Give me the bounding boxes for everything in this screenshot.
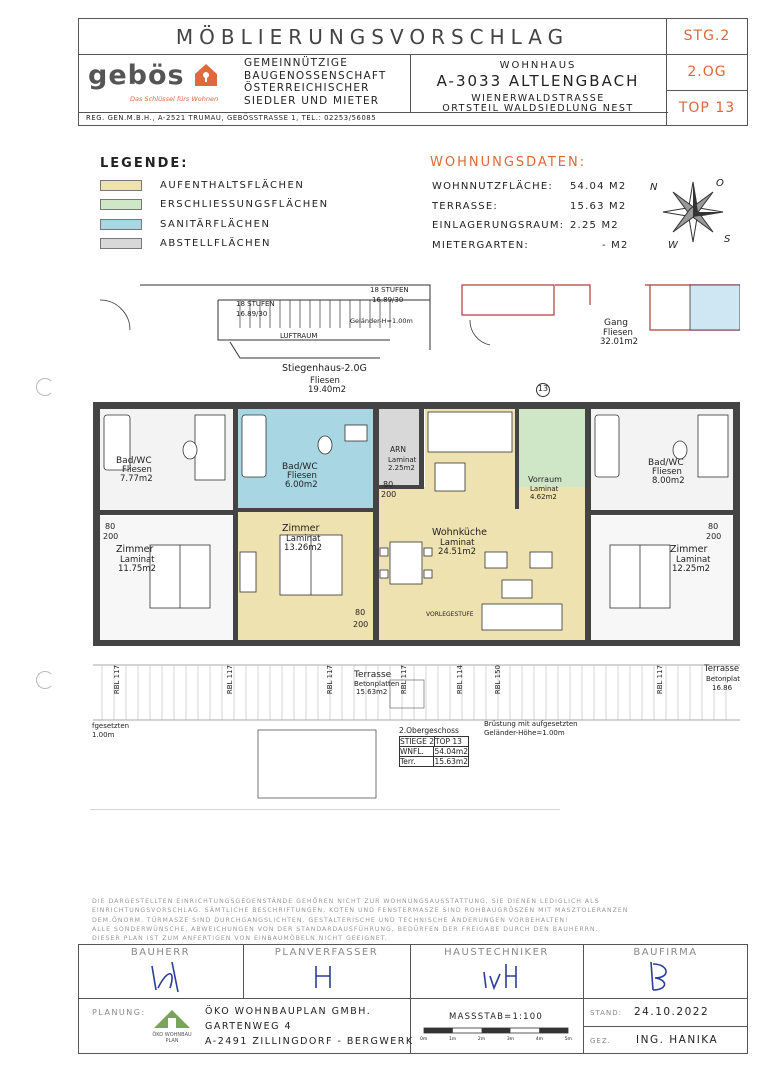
- info-cell: Terr.: [400, 757, 434, 766]
- room-name: Zimmer: [116, 544, 154, 555]
- stufen-label: 18 STUFEN: [370, 286, 409, 294]
- room-area: 24.51m2: [438, 547, 477, 557]
- floor-material: Laminat: [120, 555, 155, 565]
- top-tag: TOP 13: [678, 100, 736, 116]
- legend-item: ERSCHLIESSUNGSFLÄCHEN: [160, 199, 329, 210]
- baufirma-signature: [645, 958, 675, 994]
- data-value: 2.25 M2: [570, 220, 619, 231]
- stiegenhaus-label: Stiegenhaus-2.0G: [282, 363, 367, 374]
- planung-company: ÖKO WOHNBAUPLAN GMBH.: [205, 1006, 372, 1017]
- stufen-label: 18 STUFEN: [236, 300, 275, 308]
- info-cell: TOP 13: [435, 737, 462, 746]
- room-area: 15.63m2: [356, 688, 388, 696]
- baufirma-label: BAUFIRMA: [633, 947, 698, 958]
- door-width: 80: [355, 608, 366, 617]
- stand-label: STAND:: [590, 1009, 622, 1017]
- rbl-label: RBL 117: [656, 665, 664, 695]
- floor-material: Fliesen: [122, 465, 152, 475]
- room-area: 4.62m2: [530, 493, 557, 501]
- company-name: GEMEINNÜTZIGE BAUGENOSSENSCHAFT ÖSTERREICHISCHER SIEDLER UND MIETER: [244, 57, 387, 107]
- oeko-logo-text: ÖKO WOHNBAU PLAN: [152, 1032, 192, 1044]
- door-height: 200: [103, 532, 119, 541]
- punch-hole: [36, 671, 54, 689]
- project-type: WOHNHAUS: [499, 60, 577, 71]
- stufen-dim: 16.89/30: [236, 310, 268, 318]
- floor-material: Fliesen: [652, 467, 682, 477]
- project-location: A-3033 ALTLENGBACH: [436, 72, 640, 90]
- plan-title: MÖBLIERUNGSVORSCHLAG: [175, 25, 570, 49]
- room-area: 13.26m2: [284, 543, 323, 553]
- data-value: - M2: [602, 240, 629, 251]
- info-table-title: 2.Obergeschoss: [399, 726, 469, 737]
- stiege-tag: STG.2: [683, 28, 731, 44]
- data-value: 15.63 M2: [570, 201, 627, 212]
- room-name: ARN: [390, 445, 406, 454]
- room-area: 8.00m2: [652, 476, 685, 486]
- bruestung-height: Geländer-Höhe=1.00m: [484, 729, 565, 737]
- legend-title: LEGENDE:: [100, 156, 189, 171]
- info-cell: 15.63m2: [434, 757, 468, 766]
- legend-item: ABSTELLFLÄCHEN: [160, 238, 271, 249]
- rbl-label: RBL 114: [456, 665, 464, 695]
- floor-material: Fliesen: [287, 471, 317, 481]
- company-address: REG. GEN.M.B.H., A-2521 TRUMAU, GEBÖSSTRASSE 1, TEL.: 02253/56085: [86, 114, 377, 122]
- legend-item: SANITÄRFLÄCHEN: [160, 219, 271, 230]
- floor-material: Laminat: [676, 555, 711, 565]
- gebos-slogan: Das Schlüssel fürs Wohnen: [130, 95, 219, 103]
- room-name: Vorraum: [528, 475, 562, 484]
- gesetzten-label: fgesetzten: [92, 722, 130, 730]
- floor-material: Fliesen: [603, 328, 633, 338]
- scale-bar: [420, 1026, 572, 1036]
- project-street: WIENERWALDSTRASSE: [471, 93, 605, 104]
- floor-material: Fliesen: [310, 376, 340, 386]
- door-width: 80: [708, 522, 719, 531]
- gez-value: ING. HANIKA: [636, 1034, 719, 1046]
- room-area: 19.40m2: [308, 385, 347, 395]
- gelaender-label: Geländer-H=1.00m: [350, 317, 413, 325]
- house-key-icon: [193, 62, 219, 88]
- punch-hole: [36, 378, 54, 396]
- rbl-label: RBL 117: [326, 665, 334, 695]
- data-label: EINLAGERUNGSRAUM:: [432, 220, 565, 231]
- info-cell: WNFL.: [400, 747, 434, 756]
- bruestung-label: Brüstung mit aufgesetzten: [484, 720, 578, 728]
- project-district: ORTSTEIL WALDSIEDLUNG NEST: [442, 103, 634, 114]
- gebos-logo: gebös: [88, 60, 185, 91]
- room-area: 32.01m2: [600, 337, 639, 347]
- planung-label: PLANUNG:: [92, 1008, 146, 1017]
- door-height: 200: [706, 532, 722, 541]
- geschoss-tag: 2.OG: [687, 64, 727, 80]
- planung-street: GARTENWEG 4: [205, 1021, 293, 1032]
- room-area: 2.25m2: [388, 464, 415, 472]
- compass-s: S: [724, 234, 731, 245]
- planverfasser-signature: [310, 962, 340, 992]
- rbl-label: RBL 117: [113, 665, 121, 695]
- info-table: [399, 726, 469, 767]
- floor-material: Laminat: [530, 485, 559, 493]
- compass-w: W: [668, 240, 678, 251]
- floor-material: Laminat: [440, 538, 475, 548]
- legend-swatch-sanitaer: [100, 219, 142, 230]
- floor-material: Betonplat: [706, 675, 740, 683]
- gez-label: GEZ.: [590, 1037, 611, 1045]
- compass-o: O: [716, 178, 724, 189]
- terrasse-label: Terrasse: [704, 664, 740, 674]
- legend-swatch-aufenthalt: [100, 180, 142, 191]
- massstab-label: MASSSTAB=1:100: [449, 1012, 543, 1022]
- wohnungsdaten-title: WOHNUNGSDATEN:: [430, 155, 587, 170]
- floor-material: Laminat: [286, 534, 321, 544]
- door-height: 200: [353, 620, 369, 629]
- legend-swatch-abstell: [100, 238, 142, 249]
- legend-item: AUFENTHALTSFLÄCHEN: [160, 180, 305, 191]
- planverfasser-label: PLANVERFASSER: [274, 947, 379, 958]
- room-name: Wohnküche: [432, 527, 488, 538]
- compass-n: N: [650, 182, 658, 193]
- room-area: 6.00m2: [285, 480, 318, 490]
- planung-city: A-2491 ZILLINGDORF - BERGWERK: [205, 1036, 414, 1047]
- door-width: 80: [105, 522, 116, 531]
- gang-label: Gang: [604, 318, 628, 328]
- room-name: Bad/WC: [116, 456, 152, 466]
- data-label: TERRASSE:: [432, 201, 498, 212]
- oeko-logo-icon: [150, 1002, 194, 1032]
- room-name: Zimmer: [282, 523, 320, 534]
- data-label: MIETERGARTEN:: [432, 240, 529, 251]
- legend-swatch-erschliessung: [100, 199, 142, 210]
- door-number: 13: [536, 383, 550, 397]
- bauherr-label: BAUHERR: [130, 947, 191, 958]
- haustechniker-label: HAUSTECHNIKER: [444, 947, 549, 958]
- bauherr-signature: [140, 958, 190, 996]
- room-area: 11.75m2: [118, 564, 157, 574]
- room-area: 7.77m2: [120, 474, 153, 484]
- room-name: Zimmer: [670, 544, 708, 555]
- data-label: WOHNNUTZFLÄCHE:: [432, 181, 553, 192]
- floor-material: Betonplatten: [354, 680, 400, 688]
- info-cell: STIEGE 2: [400, 737, 434, 746]
- rbl-label: RBL 117: [400, 665, 408, 695]
- door-height: 200: [381, 490, 397, 499]
- disclaimer: DIE DARGESTELLTEN EINRICHTUNGSGEGENSTÄNDE GEHÖREN NICHT ZUR WOHNUNGSAUSSTATTUNG, SIE DIENEN LEDIGLICH ALS EINRICHTUNGSVORSCHLAG. SÄMTLICHE BESCHRIFTUNGEN, KOTEN UND FENSTERMASZE SIND ROHBAUGRÖSZEN MIT MASZTOLERANZEN DEM.ÖNORM. TÜRMASZE SIND DURCHGANGSLICHTEN. GESTALTERISCHE UND TECHNISCHE ÄNDERUNGEN VORBEHALTEN! ALLE SONDERWÜNSCHE, ABWEICHUNGEN VON DER STANDARDAUSFÜHRUNG, BEDÜRFEN DER FREIGABE DURCH DEN BAUHERRN. DIESER PLAN IST ZUM ANFERTIGEN VON EINBAUMÖBELN NICHT GEEIGNET.: [92, 898, 629, 943]
- rbl-label: RBL 117: [226, 665, 234, 695]
- stufen-dim: 16.89/30: [372, 296, 404, 304]
- vorlegestufe-label: VORLEGESTUFE: [426, 611, 474, 618]
- room-name: Bad/WC: [282, 462, 318, 472]
- haustechniker-signature: [480, 960, 530, 994]
- room-area: 16.86: [712, 684, 733, 692]
- gesetzten-height: 1.00m: [92, 731, 115, 739]
- rbl-label: RBL 150: [494, 665, 502, 695]
- floor-material: Laminat: [388, 456, 417, 464]
- info-cell: 54.04m2: [434, 747, 468, 756]
- door-width: 80: [383, 480, 394, 489]
- scale-ticks: 0m 1m 2m 3m 4m 5m: [420, 1037, 572, 1042]
- luftraum-label: LUFTRAUM: [280, 332, 318, 340]
- data-value: 54.04 M2: [570, 181, 627, 192]
- room-name: Bad/WC: [648, 458, 684, 468]
- room-area: 12.25m2: [672, 564, 711, 574]
- stand-date: 24.10.2022: [634, 1006, 710, 1018]
- terrasse-label: Terrasse: [354, 670, 392, 680]
